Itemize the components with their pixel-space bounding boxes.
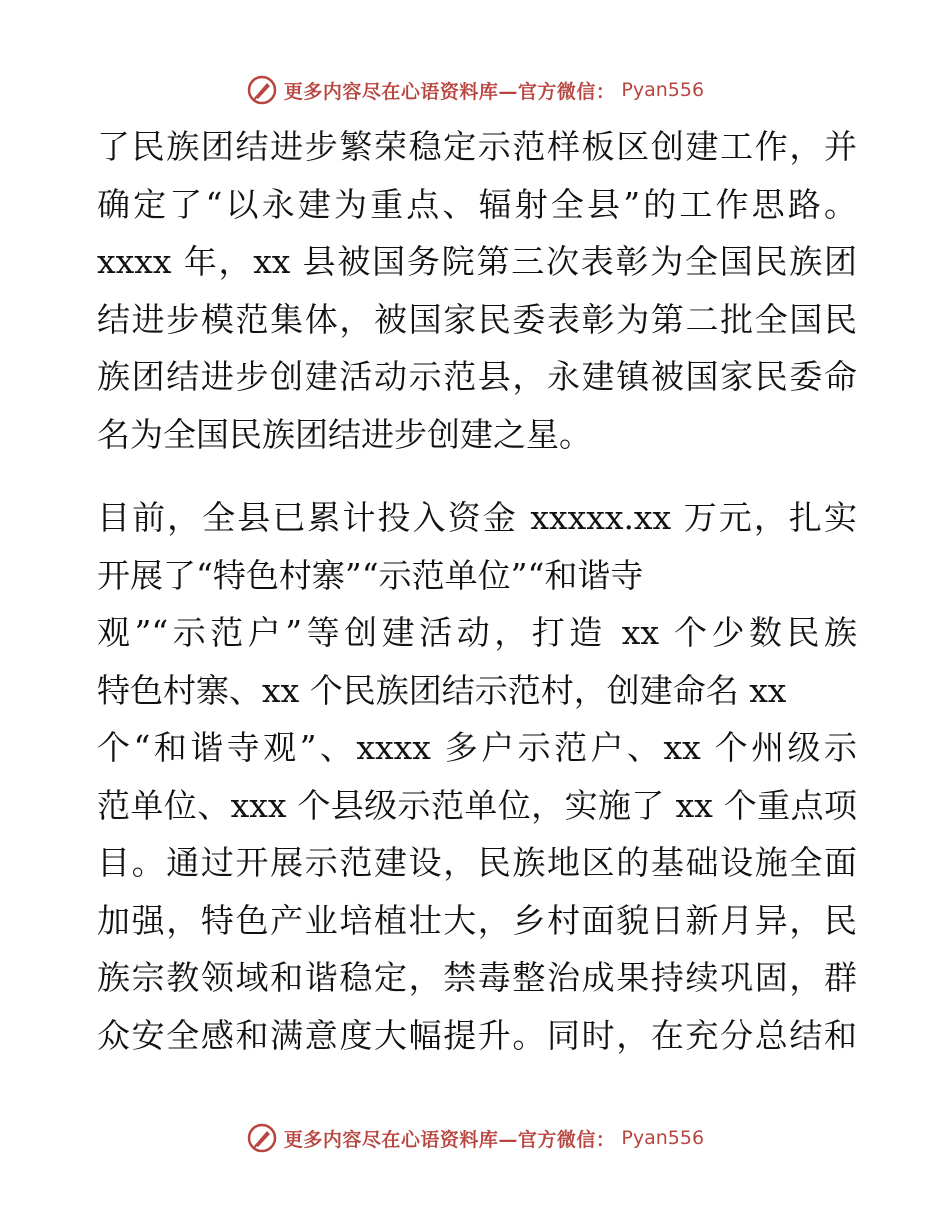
paragraph-2 (97, 489, 857, 1064)
text-line: 加强，特色产业培植壮大，乡村面貌日新月异，民 (97, 900, 857, 940)
text-line: 了民族团结进步繁荣稳定示范样板区创建工作，并 (97, 127, 857, 166)
text-line: xxxx 年，xx 县被国务院第三次表彰为全国民族团 (97, 242, 857, 281)
footer-contact-id: Pyan556 (621, 1127, 705, 1149)
paragraph-1 (97, 118, 857, 463)
footer-banner-text: 更多内容尽在心语资料库—官方微信： (283, 1128, 616, 1151)
text-line: 结进步模范集体，被国家民委表彰为第二批全国民 (97, 299, 857, 339)
text-line: 观”“示范户”等创建活动，打造 xx 个少数民族 (97, 613, 857, 652)
quill-pen-logo-icon (246, 74, 278, 106)
document-body (97, 118, 857, 1064)
text-line: 族团结进步创建活动示范县，永建镇被国家民委命 (97, 357, 857, 396)
text-line: 开展了“特色村寨”“示范单位”“和谐寺 (97, 555, 644, 595)
footer-banner (0, 1118, 950, 1158)
paragraph-gap (97, 463, 857, 489)
text-line: 个“和谐寺观”、xxxx 多户示范户、xx 个州级示 (97, 728, 857, 767)
text-line: 范单位、xxx 个县级示范单位，实施了 xx 个重点项 (97, 785, 857, 825)
text-line: 特色村寨、xx 个民族团结示范村，创建命名 xx (97, 670, 787, 710)
text-line: 族宗教领域和谐稳定，禁毒整治成果持续巩固，群 (97, 958, 857, 997)
text-line: 确定了“以永建为重点、辐射全县”的工作思路。 (97, 184, 857, 224)
header-contact-id: Pyan556 (621, 79, 705, 101)
header-banner (0, 70, 950, 110)
text-line: 目。通过开展示范建设，民族地区的基础设施全面 (97, 843, 857, 882)
quill-pen-logo-icon (246, 1122, 278, 1154)
text-line: 目前，全县已累计投入资金 xxxxx.xx 万元，扎实 (97, 498, 857, 537)
text-line: 名为全国民族团结进步创建之星。 (97, 414, 592, 454)
header-banner-text: 更多内容尽在心语资料库—官方微信： (283, 80, 616, 103)
text-line: 众安全感和满意度大幅提升。同时，在充分总结和 (97, 1015, 857, 1055)
